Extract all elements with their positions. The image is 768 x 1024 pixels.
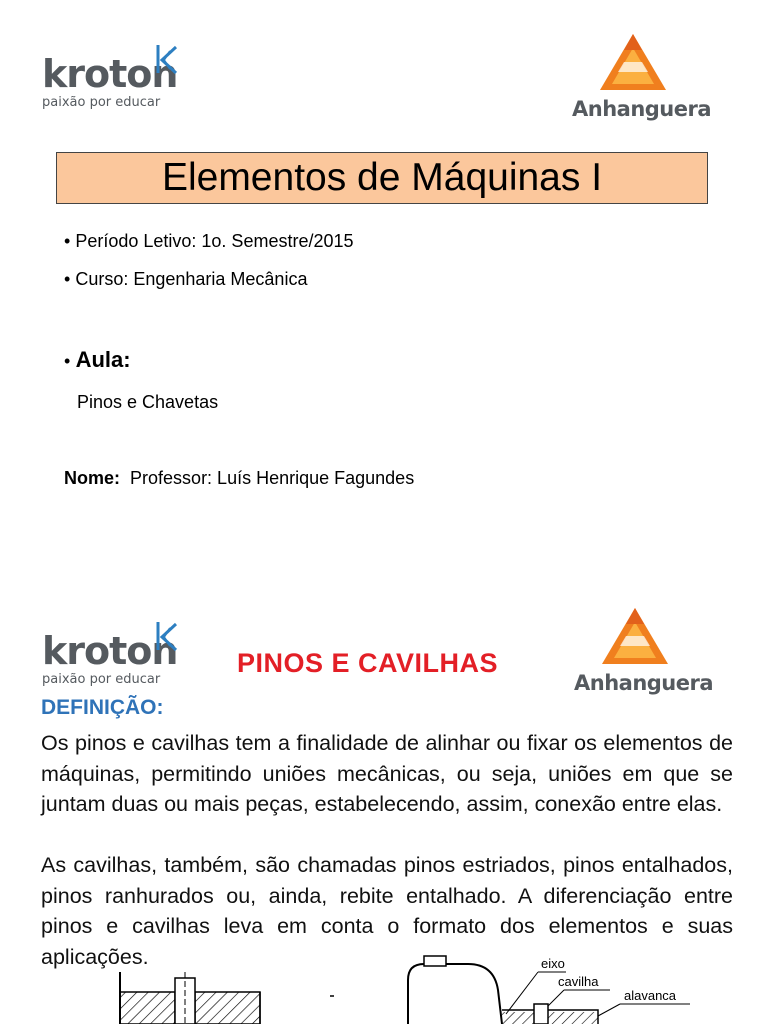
anhanguera-logo-word: Anhanguera (572, 97, 712, 121)
bullet-curso (64, 269, 307, 290)
label-eixo: eixo (541, 956, 565, 971)
lever-assembly-drawing (398, 950, 698, 1024)
kroton-k-icon (154, 43, 180, 77)
anhanguera-triangle-icon (600, 606, 670, 666)
slide-title: PINOS E CAVILHAS (237, 648, 499, 678)
anhanguera-triangle-icon (598, 32, 668, 92)
anhanguera-logo (574, 606, 714, 695)
nome-label: Nome: (64, 468, 121, 488)
label-cavilha: cavilha (558, 974, 599, 989)
bullet-marker: • (64, 269, 71, 289)
bullet-marker: • (64, 231, 71, 251)
kroton-logo-word: kroton (42, 52, 178, 96)
kroton-logo-word: kroton (42, 629, 178, 673)
bullet-label: Período Letivo (75, 231, 192, 251)
bullet-marker: • (64, 351, 71, 371)
bullet-value: : 1o. Semestre/2015 (191, 231, 354, 251)
anhanguera-logo (572, 32, 712, 121)
slide-title: Elementos de Máquinas I (56, 152, 708, 204)
paragraph: As cavilhas, também, são chamadas pinos estriados, pinos entalhados, pinos ranhurados ou, ainda, rebite entalhado. A diferenciação entre pinos e cavilhas leva em conta o formato dos elementos e suas aplicações. (41, 853, 733, 969)
kroton-logo-tagline: paixão por educar (42, 95, 161, 110)
kroton-logo-tagline: paixão por educar (42, 672, 161, 687)
anhanguera-logo-word: Anhanguera (574, 671, 714, 695)
bullet-label: Curso (75, 269, 124, 289)
pin-section-drawing (100, 972, 350, 1024)
kroton-k-icon (154, 620, 180, 654)
nome-line (64, 468, 414, 489)
kroton-logo (42, 52, 178, 110)
nome-value: Professor: Luís Henrique Fagundes (130, 468, 415, 488)
kroton-logo (42, 629, 178, 687)
bullet-value: : Engenharia Mecânica (123, 269, 308, 289)
paragraph: Os pinos e cavilhas tem a finalidade de alinhar ou fixar os elementos de máquinas, permitindo uniões mecânicas, ou seja, uniões em que se juntam duas ou mais peças, estabelecendo, assim, conexão entre elas. (41, 731, 733, 816)
definition-heading: DEFINIÇÃO: (41, 696, 164, 719)
bullet-periodo (64, 231, 354, 252)
aula-topic: Pinos e Chavetas (77, 392, 219, 412)
aula-heading (64, 347, 131, 373)
aula-label: Aula: (75, 347, 131, 372)
label-alavanca: alavanca (624, 988, 677, 1003)
slide-2 (0, 578, 768, 1024)
